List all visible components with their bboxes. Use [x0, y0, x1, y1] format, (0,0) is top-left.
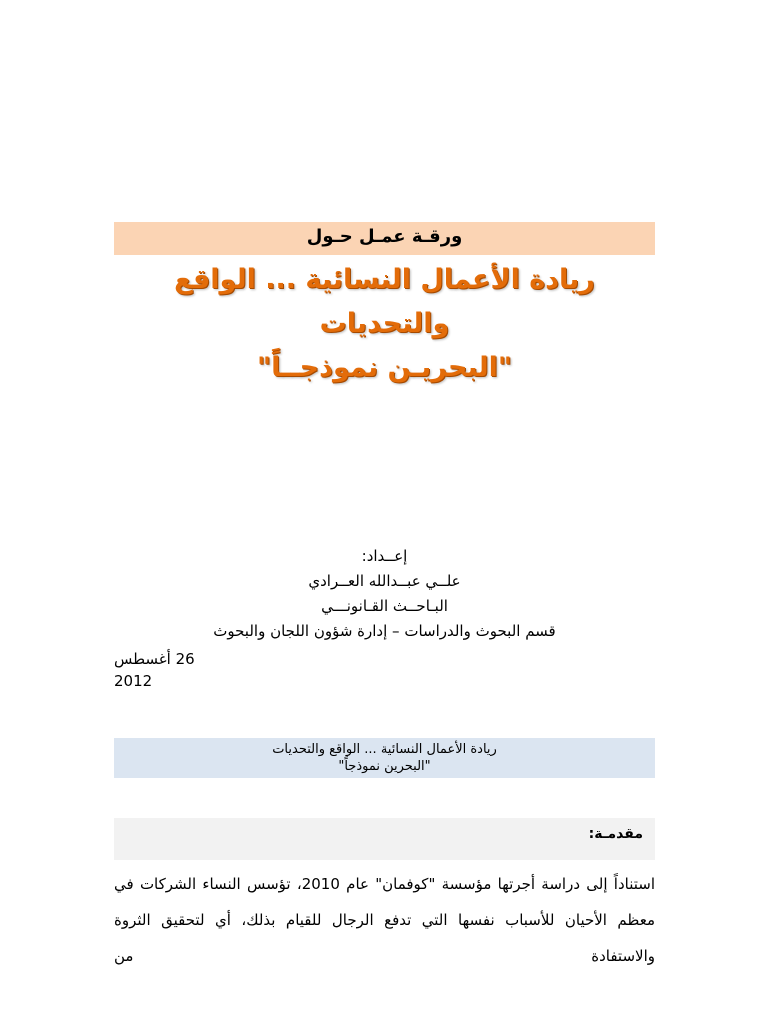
prepared-label: إعــداد:: [361, 547, 408, 565]
main-title-line1: ريادة الأعمال النسائية ... الواقع والتحديات: [174, 264, 595, 339]
intro-paragraph: [114, 866, 655, 974]
author-department: قسم البحوث والدراسات – إدارة شؤون اللجان والبحوث: [213, 622, 556, 640]
intro-line1: استناداً إلى دراسة أجرتها مؤسسة "كوفمان" عام 2010، تؤسس النساء الشركات في: [114, 875, 655, 893]
subtitle-line2: "البحرين نموذجاً": [338, 759, 431, 774]
intro-line2: معظم الأحيان للأسباب نفسها التي تدفع الرجال للقيام بذلك، أي لتحقيق الثروة والاستفادة من: [114, 911, 655, 965]
author-block: [114, 544, 655, 644]
intro-heading: مقدمـة:: [588, 826, 643, 842]
intro-heading-band: [114, 818, 655, 860]
main-title: [114, 258, 655, 390]
title-band: [114, 222, 655, 255]
subtitle-band: [114, 738, 655, 778]
author-name: علــي عبــدالله العــرادي: [308, 572, 461, 590]
main-title-line2: "البحريـن نموذجــاً": [257, 352, 512, 383]
paper-kicker: ورقـة عمـل حـول: [306, 226, 463, 247]
document-date: 26 أغسطس 2012: [114, 650, 195, 690]
author-role: البـاحــث القـانونـــي: [321, 597, 448, 615]
subtitle-line1: ريادة الأعمال النسائية ... الواقع والتحديات: [272, 742, 497, 757]
